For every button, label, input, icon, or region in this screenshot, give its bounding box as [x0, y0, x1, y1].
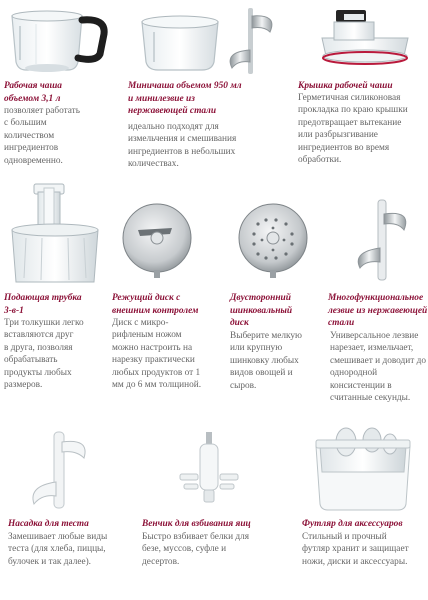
dough-blade-title: Насадка для теста [8, 519, 89, 529]
egg-whip-image [178, 430, 240, 506]
work-bowl-title: Рабочая чаша объемом 3,1 л [4, 81, 62, 104]
multipurpose-blade-title: Многофункциональное лезвие из нержавеющей стали [328, 293, 428, 328]
multipurpose-blade-image [354, 196, 410, 282]
shredding-disc-image [236, 200, 310, 280]
dough-blade-image [28, 428, 90, 512]
feed-tube-description: Три толкушки легко вставляются друг в друга, позволяя обрабатывать продукты любых размеров. [4, 318, 84, 391]
shredding-disc-description: Выберите мелкую или крупную шинковку любых видов овощей и сыров. [230, 331, 302, 391]
work-bowl-description: позволяет работать с большим количеством ингредиентов одновременно. [4, 106, 80, 166]
bowl-lid-description: Герметичная силиконовая прокладка по краю крышки предотвращает вытекание или разбрызгивание ингредиентов во время обработки. [298, 93, 408, 166]
accessory-case-image [310, 420, 416, 512]
egg-whip-title: Венчик для взбивания яиц [142, 519, 251, 529]
bowl-lid-title: Крышка рабочей чаши [298, 81, 393, 91]
feed-tube-image [8, 182, 102, 288]
mini-bowl-title: Миничаша объемом 950 мл и минилезвие из нержавеющей стали [128, 81, 242, 116]
mini-bowl-description: идеально подходят для измельчения и смешивания ингредиентов в небольших количествах. [128, 122, 237, 170]
shredding-disc-title: Двусторонний шинковальный диск [230, 293, 293, 328]
bowl-lid-image [314, 8, 414, 70]
feed-tube-title: Подающая трубка 3-в-1 [4, 293, 82, 316]
slicing-disc-description: Диск с микро- рифленым ножом можно настроить на нарезку практически любых продуктов от 1 мм до 6 мм толщиной. [112, 318, 202, 391]
slicing-disc-title: Режущий диск с внешним контролем [112, 293, 199, 316]
accessory-case-description: Стильный и прочный футляр хранит и защищает ножи, диски и аксессуары. [302, 532, 409, 567]
multipurpose-blade-description: Универсальное лезвие нарезает, измельчает, смешивает и доводит до однородной консистенции в считанные секунды. [330, 331, 427, 404]
accessory-case-title: Футляр для аксессуаров [302, 519, 403, 529]
dough-blade-description: Замешивает любые виды теста (для хлеба, пиццы, булочек и так далее). [8, 532, 108, 567]
egg-whip-description: Быстро взбивает белки для безе, муссов, суфле и десертов. [142, 532, 250, 567]
work-bowl-image [6, 4, 110, 76]
mini-bowl-image [138, 6, 280, 78]
slicing-disc-image [120, 200, 194, 280]
